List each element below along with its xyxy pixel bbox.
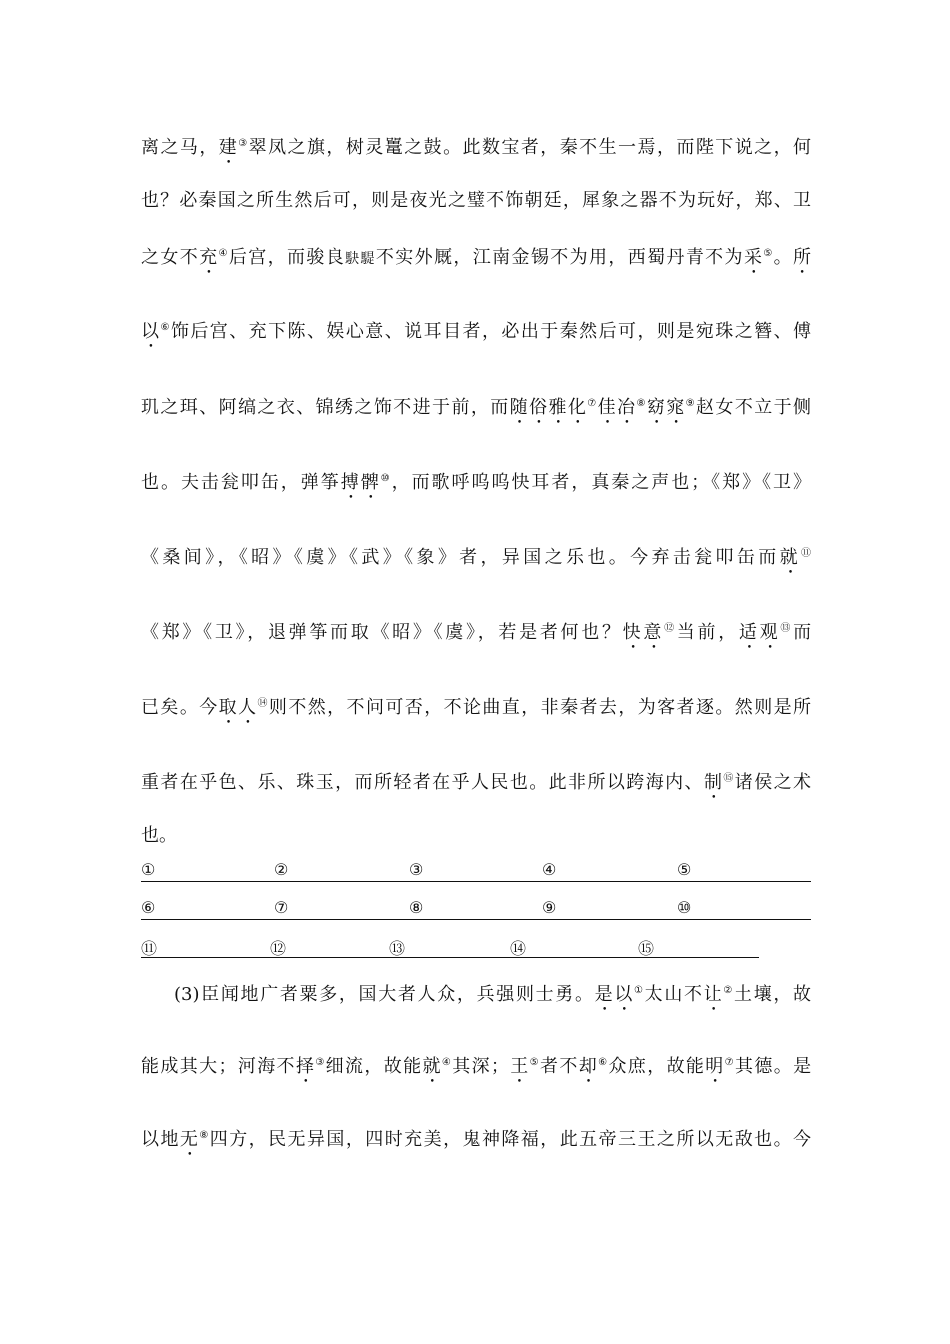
emphasis-word: 快意: [622, 622, 665, 643]
emphasis-word: 搏髀: [340, 472, 381, 493]
emphasis-word: 是以: [594, 984, 635, 1005]
text-line-11: 也。: [141, 825, 177, 846]
answer-number: ⑬: [389, 939, 406, 958]
text-line-4: 以⑥饰后宫、充下陈、娱心意、说耳目者，必出于秦然后可，则是宛珠之簪、傅: [141, 321, 812, 342]
emphasis-word: 充: [199, 247, 219, 268]
answer-number: ⑮: [638, 939, 655, 958]
answer-number: ⑭: [510, 939, 527, 958]
emphasis-word: 王: [508, 1056, 530, 1077]
emphasis-word: 就: [422, 1056, 442, 1077]
emphasis-word: 建: [218, 137, 239, 158]
text-line-13: 能成其大；河海不择③细流，故能就④其深；王⑤者不却⑥众庶，故能明⑦其德。是: [141, 1056, 812, 1077]
emphasis-word: 随俗雅化: [509, 397, 588, 418]
answer-row-2: [141, 897, 811, 920]
emphasis-word: 择: [295, 1056, 316, 1077]
emphasis-word: 无: [179, 1129, 200, 1150]
emphasis-word: 就: [779, 547, 802, 568]
text-line-3: 之女不充④后宫，而骏良駃騠不实外厩，江南金锡不为用，西蜀丹青不为采⑤。所: [141, 247, 812, 268]
text-line-6: 也。夫击瓮叩缶，弹筝搏髀⑩，而歌呼呜呜快耳者，真秦之声也；《郑》《卫》: [141, 472, 812, 493]
answer-number: ③: [409, 860, 424, 879]
answer-number: ⑪: [141, 939, 158, 958]
emphasis-word: 制: [703, 772, 724, 793]
text-line-12: (3)臣闻地广者粟多，国大者人众，兵强则士勇。是以①太山不让②土壤，故: [174, 984, 812, 1005]
emphasis-word: 明: [705, 1056, 725, 1077]
emphasis-word: 窈窕: [646, 397, 686, 418]
text-line-5: 玑之珥、阿缟之衣、锦绣之饰不进于前，而随俗雅化⑦佳冶⑧窈窕⑨赵女不立于侧: [141, 397, 812, 418]
emphasis-word: 所: [793, 247, 812, 268]
answer-row-1: [141, 859, 811, 882]
emphasis-word: 取人: [218, 697, 258, 718]
answer-number: ②: [274, 860, 289, 879]
emphasis-word: 采: [743, 247, 764, 268]
answer-number: ①: [141, 860, 156, 879]
answer-number: ⑥: [141, 898, 156, 917]
text-line-8: 《郑》《卫》，退弹筝而取《昭》《虞》，若是者何也？快意⑫当前，适观⑬而: [141, 622, 812, 643]
answer-number: ⑫: [270, 939, 287, 958]
answer-number: ⑦: [274, 898, 289, 917]
emphasis-word: 却: [578, 1056, 599, 1077]
text-line-14: 以地无⑧四方，民无异国，四时充美，鬼神降福，此五帝三王之所以无敌也。今: [141, 1129, 812, 1150]
answer-number: ⑨: [542, 898, 557, 917]
text-line-10: 重者在乎色、乐、珠玉，而所轻者在乎人民也。此非所以跨海内、制⑮诸侯之术: [141, 772, 812, 793]
answer-number: ⑩: [677, 898, 692, 917]
text-line-9: 已矣。今取人⑭则不然，不问可否，不论曲直，非秦者去，为客者逐。然则是所: [141, 697, 812, 718]
emphasis-word: 让: [703, 984, 724, 1005]
text-line-1: 离之马，建③翠凤之旗，树灵鼍之鼓。此数宝者，秦不生一焉，而陛下说之，何: [141, 137, 812, 158]
emphasis-word: 以: [141, 321, 161, 342]
emphasis-word: 适观: [738, 622, 781, 643]
answer-number: ④: [542, 860, 557, 879]
emphasis-word: 佳冶: [597, 397, 637, 418]
answer-number: ⑤: [677, 860, 692, 879]
text-line-7: 《桑间》，《昭》《虞》《武》《象》者，异国之乐也。今弃击瓮叩缶而就⑪: [141, 547, 812, 568]
answer-number: ⑧: [409, 898, 424, 917]
answer-row-3: [141, 935, 759, 958]
text-line-2: 也？必秦国之所生然后可，则是夜光之璧不饰朝廷，犀象之器不为玩好，郑、卫: [141, 190, 811, 211]
